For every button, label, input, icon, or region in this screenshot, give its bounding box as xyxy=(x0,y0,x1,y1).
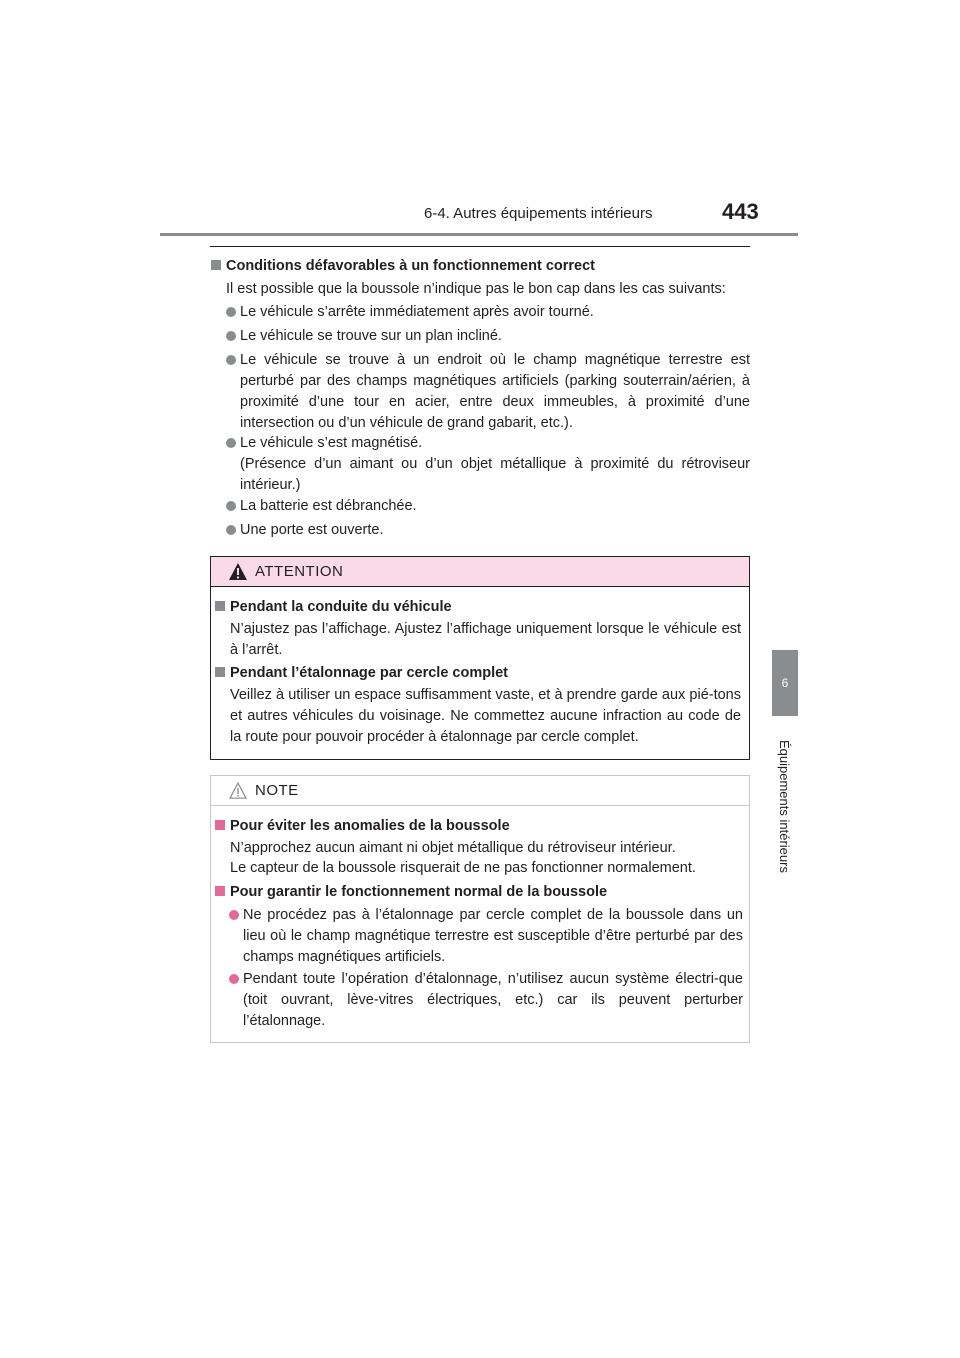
bullet-dot-icon xyxy=(229,974,239,984)
attention-box xyxy=(210,556,750,760)
note-box xyxy=(210,775,750,1043)
note-header xyxy=(211,776,749,806)
condition-item: La batterie est débranchée. xyxy=(240,498,417,514)
bullet-dot-icon xyxy=(226,331,236,341)
condition-item-text: Le véhicule s’est magnétisé. xyxy=(240,435,423,451)
note-text: Le capteur de la boussole risquerait de ne pas fonctionner normalement. xyxy=(230,860,696,876)
square-bullet-icon xyxy=(211,260,221,270)
conditions-heading: Conditions défavorables à un fonctionnement correct xyxy=(211,256,595,277)
bullet-dot-icon xyxy=(226,307,236,317)
square-bullet-icon xyxy=(215,667,225,677)
chapter-side-label xyxy=(778,740,792,900)
condition-item: Le véhicule se trouve à un endroit où le champ magnétique terrestre est perturbé par des champs magnétiques artificiels (parking souterrain/aérien, à proximité d’une tour en acier, entre deux immeubles, à proximité d’une intersection ou d’un véhicule de grand gabarit, etc.). xyxy=(240,352,750,431)
chapter-tab: 6 xyxy=(772,650,798,716)
condition-item-note: (Présence d’un aimant ou d’un objet métallique à proximité du rétroviseur intérieur.) xyxy=(240,456,750,493)
attention-header xyxy=(211,557,749,587)
header-rule xyxy=(160,233,798,236)
square-bullet-icon xyxy=(215,601,225,611)
note-title: NOTE xyxy=(255,782,299,799)
condition-item: Le véhicule se trouve sur un plan incliné. xyxy=(240,328,502,344)
bullet-dot-icon xyxy=(226,438,236,448)
caution-triangle-icon xyxy=(229,782,247,799)
attention-title: ATTENTION xyxy=(255,563,344,580)
bullet-dot-icon xyxy=(226,501,236,511)
conditions-intro: Il est possible que la boussole n’indique pas le bon cap dans les cas suivants: xyxy=(226,281,726,297)
condition-item xyxy=(240,433,750,496)
bullet-dot-icon xyxy=(226,525,236,535)
square-bullet-icon xyxy=(215,820,225,830)
note-item: Pendant toute l’opération d’étalonnage, n’utilisez aucun système électri-que (toit ouvrant, lève-vitres électriques, etc.) car ils peuvent perturber l’étalonnage. xyxy=(243,971,743,1029)
page-number: 443 xyxy=(722,199,759,224)
note-item: Ne procédez pas à l’étalonnage par cercle complet de la boussole dans un lieu où le champ magnétique terrestre est susceptible d’être perturbé par des champs magnétiques artificiels. xyxy=(243,907,743,965)
chapter-title: Équipements intérieurs xyxy=(777,740,792,873)
warning-triangle-icon xyxy=(229,563,247,580)
condition-item: Le véhicule s’arrête immédiatement après avoir tourné. xyxy=(240,304,594,320)
content-rule xyxy=(210,246,750,247)
bullet-dot-icon xyxy=(229,910,239,920)
note-heading: Pour éviter les anomalies de la boussole xyxy=(215,816,510,837)
note-text: N’approchez aucun aimant ni objet métallique du rétroviseur intérieur. xyxy=(230,840,676,856)
attention-heading: Pendant la conduite du véhicule xyxy=(215,597,452,618)
attention-text: Veillez à utiliser un espace suffisamment vaste, et à prendre garde aux pié-tons et autres véhicules du voisinage. Ne commettez aucune infraction au code de la route pour pouvoir procéder à étalonnage par cercle complet. xyxy=(230,687,741,745)
attention-heading: Pendant l’étalonnage par cercle complet xyxy=(215,663,508,684)
square-bullet-icon xyxy=(215,886,225,896)
note-heading: Pour garantir le fonctionnement normal de la boussole xyxy=(215,882,607,903)
bullet-dot-icon xyxy=(226,355,236,365)
condition-item: Une porte est ouverte. xyxy=(240,522,384,538)
attention-text: N’ajustez pas l’affichage. Ajustez l’affichage uniquement lorsque le véhicule est à l’arrêt. xyxy=(230,621,741,658)
section-title: 6-4. Autres équipements intérieurs xyxy=(424,205,653,222)
